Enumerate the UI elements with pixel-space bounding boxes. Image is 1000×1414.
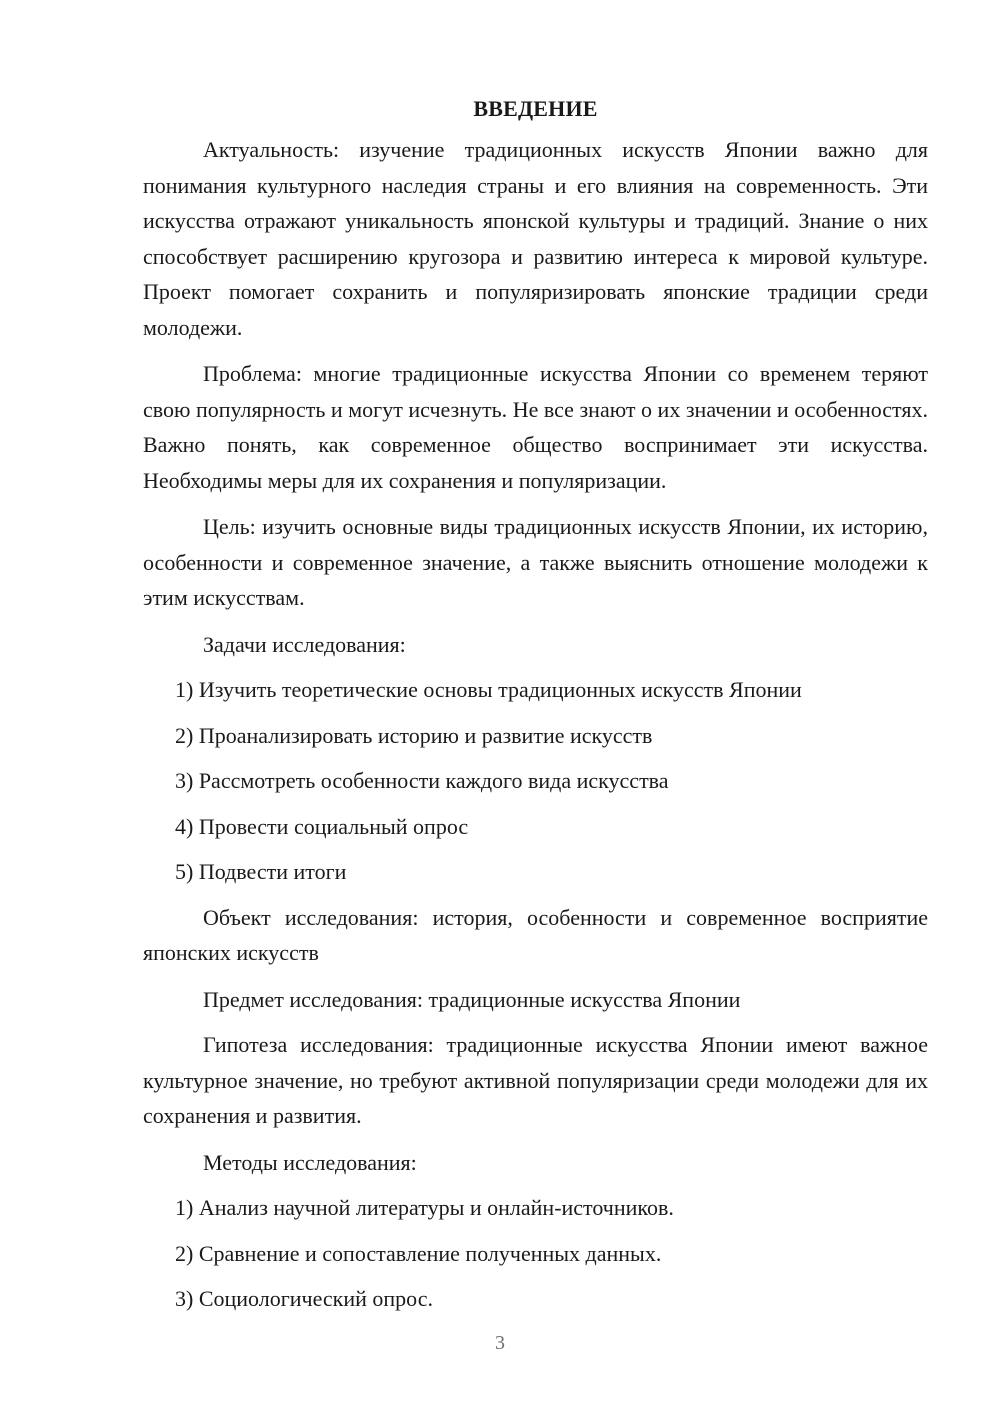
tasks-list [143, 672, 928, 890]
task-item: 2) Проанализировать историю и развитие искусств [175, 722, 653, 748]
method-item: 3) Социологический опрос. [175, 1286, 433, 1311]
tasks-heading: Задачи исследования: [203, 631, 406, 657]
task-item: 5) Подвести итоги [175, 859, 347, 884]
problem-paragraph: Проблема: многие традиционные искусства Японии со временем теряют свою популярность и могут исчезнуть. Не все знают о их значении и особенностях. Важно понять, как современное общество воспринимает эти искусства. Необходимы меры для их сохранения и популяризации. [143, 361, 928, 493]
object-paragraph: Объект исследования: история, особенности и современное восприятие японских искусств [143, 904, 928, 965]
page-number: 3 [495, 1332, 505, 1354]
method-item: 2) Сравнение и сопоставление полученных данных. [175, 1240, 662, 1266]
method-item: 1) Анализ научной литературы и онлайн-источников. [175, 1195, 674, 1220]
document-page [143, 92, 928, 1327]
methods-heading: Методы исследования: [203, 1149, 417, 1175]
hypothesis-paragraph: Гипотеза исследования: традиционные искусства Японии имеют важное культурное значение, но требуют активной популяризации среди молодежи для их сохранения и развития. [143, 1032, 928, 1128]
task-item: 1) Изучить теоретические основы традиционных искусств Японии [175, 677, 802, 702]
section-title: ВВЕДЕНИЕ [473, 96, 598, 121]
task-item: 4) Провести социальный опрос [175, 813, 469, 839]
relevance-paragraph: Актуальность: изучение традиционных искусств Японии важно для понимания культурного наследия страны и его влияния на современность. Эти искусства отражают уникальность японской культуры и традиций. Знание о них способствует расширению кругозора и развитию интереса к мировой культуре. Проект помогает сохранить и популяризировать японские традиции среди молодежи. [143, 137, 928, 340]
goal-paragraph: Цель: изучить основные виды традиционных искусств Японии, их историю, особенности и современное значение, а также выяснить отношение молодежи к этим искусствам. [143, 514, 928, 610]
subject-paragraph: Предмет исследования: традиционные искусства Японии [203, 986, 741, 1012]
task-item: 3) Рассмотреть особенности каждого вида искусства [175, 768, 669, 793]
methods-list [143, 1190, 928, 1317]
